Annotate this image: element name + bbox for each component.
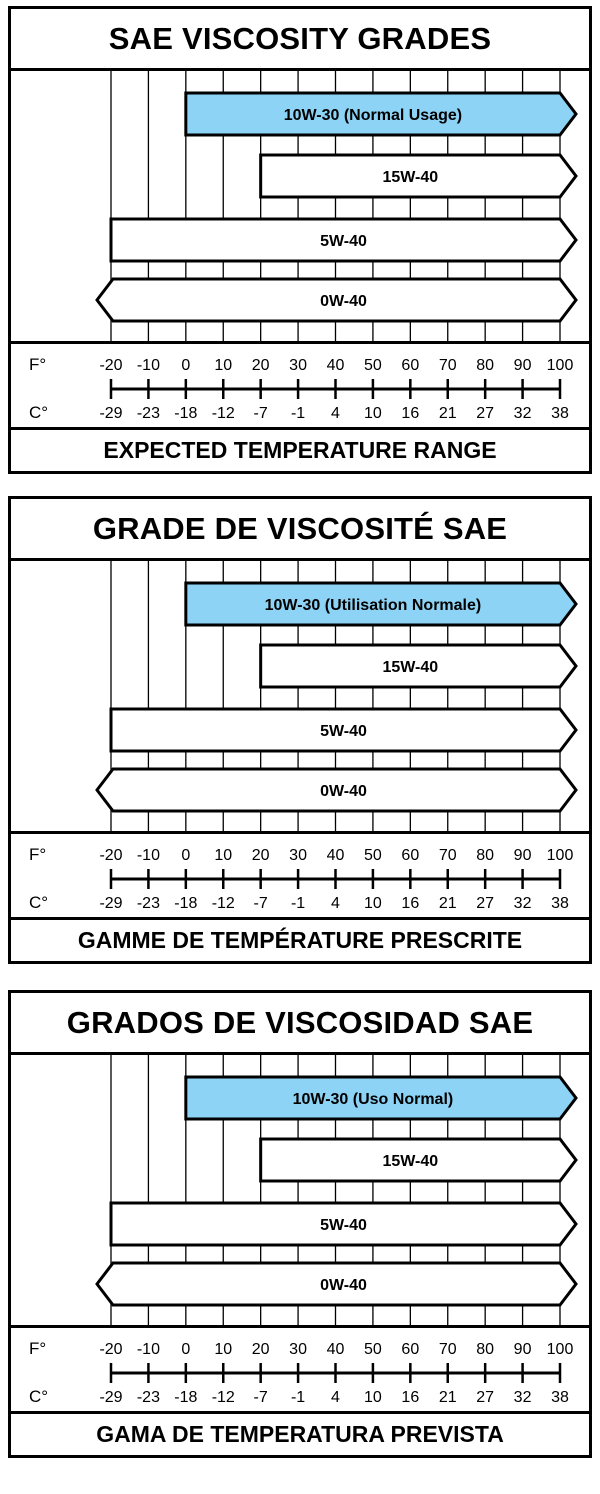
celsius-tick-label: -18: [174, 895, 198, 912]
celsius-tick-label: 16: [401, 895, 420, 912]
fahrenheit-tick-label: 80: [476, 1341, 495, 1358]
fahrenheit-tick-label: 90: [513, 357, 532, 374]
celsius-tick-label: 16: [401, 1389, 420, 1406]
celsius-tick-label: -12: [211, 405, 235, 422]
unit-celsius-label: C°: [29, 1387, 49, 1406]
celsius-tick-label: -7: [253, 405, 268, 422]
bar-label: 5W-40: [320, 1217, 367, 1234]
fahrenheit-tick-label: 70: [438, 1341, 457, 1358]
fahrenheit-tick-label: 30: [289, 357, 307, 374]
celsius-tick-label: -12: [211, 895, 235, 912]
bar-label: 5W-40: [320, 723, 367, 740]
celsius-tick-label: 27: [476, 895, 495, 912]
fahrenheit-tick-label: 70: [438, 847, 457, 864]
bar-label: 0W-40: [320, 783, 367, 800]
celsius-tick-label: 4: [331, 895, 340, 912]
celsius-tick-label: -18: [174, 405, 198, 422]
chart-title: SAE VISCOSITY GRADES: [11, 9, 589, 71]
unit-celsius-label: C°: [29, 893, 49, 912]
celsius-tick-label: 10: [364, 1389, 382, 1406]
celsius-tick-label: 10: [364, 895, 382, 912]
celsius-tick-label: -18: [174, 1389, 198, 1406]
fahrenheit-tick-label: 40: [326, 1341, 345, 1358]
chart-xlabel: EXPECTED TEMPERATURE RANGE: [11, 427, 589, 471]
fahrenheit-tick-label: 0: [181, 357, 191, 374]
fahrenheit-tick-label: 0: [181, 1341, 191, 1358]
bar-label: 0W-40: [320, 1277, 367, 1294]
fahrenheit-tick-label: -10: [136, 357, 160, 374]
celsius-tick-label: -1: [290, 1389, 306, 1406]
celsius-tick-label: -29: [99, 1389, 123, 1406]
fahrenheit-tick-label: 20: [251, 847, 270, 864]
fahrenheit-tick-label: 90: [513, 1341, 532, 1358]
fahrenheit-tick-label: -20: [99, 847, 123, 864]
fahrenheit-tick-label: -20: [99, 1341, 123, 1358]
unit-fahrenheit-label: F°: [29, 845, 47, 864]
fahrenheit-tick-label: -20: [99, 357, 123, 374]
celsius-tick-label: 32: [513, 1389, 532, 1406]
fahrenheit-tick-label: 80: [476, 357, 495, 374]
celsius-tick-label: 4: [331, 1389, 340, 1406]
unit-celsius-label: C°: [29, 403, 49, 422]
chart-title: GRADOS DE VISCOSIDAD SAE: [11, 993, 589, 1055]
fahrenheit-tick-label: 100: [546, 847, 574, 864]
celsius-tick-label: -7: [253, 1389, 268, 1406]
celsius-tick-label: 32: [513, 405, 532, 422]
fahrenheit-tick-label: 40: [326, 357, 345, 374]
bar-label: 15W-40: [382, 1153, 439, 1170]
fahrenheit-tick-label: 100: [546, 1341, 574, 1358]
bar-label: 5W-40: [320, 233, 367, 250]
fahrenheit-tick-label: 10: [214, 847, 233, 864]
fahrenheit-tick-label: 60: [401, 357, 420, 374]
celsius-tick-label: 4: [331, 405, 340, 422]
bar-label: 15W-40: [382, 169, 439, 186]
celsius-tick-label: -23: [136, 405, 160, 422]
fahrenheit-tick-label: 20: [251, 1341, 270, 1358]
celsius-tick-label: 21: [438, 405, 457, 422]
celsius-tick-label: -12: [211, 1389, 235, 1406]
fahrenheit-tick-label: 90: [513, 847, 532, 864]
celsius-tick-label: -7: [253, 895, 268, 912]
fahrenheit-tick-label: 60: [401, 1341, 420, 1358]
bar-label: 10W-30 (Normal Usage): [283, 107, 463, 124]
fahrenheit-tick-label: 30: [289, 1341, 307, 1358]
bar-label: 0W-40: [320, 293, 367, 310]
fahrenheit-tick-label: 60: [401, 847, 420, 864]
fahrenheit-tick-label: 40: [326, 847, 345, 864]
chart-plot: [11, 561, 589, 920]
celsius-tick-label: 16: [401, 405, 420, 422]
fahrenheit-tick-label: 10: [214, 1341, 233, 1358]
celsius-tick-label: 38: [551, 1389, 569, 1406]
fahrenheit-tick-label: 30: [289, 847, 307, 864]
unit-fahrenheit-label: F°: [29, 1339, 47, 1358]
fahrenheit-tick-label: 50: [364, 847, 382, 864]
fahrenheit-tick-label: 50: [364, 357, 382, 374]
chart-plot: [11, 1055, 589, 1414]
fahrenheit-tick-label: 50: [364, 1341, 382, 1358]
unit-fahrenheit-label: F°: [29, 355, 47, 374]
fahrenheit-tick-label: 10: [214, 357, 233, 374]
fahrenheit-tick-label: -10: [136, 847, 160, 864]
celsius-tick-label: 21: [438, 895, 457, 912]
fahrenheit-tick-label: 70: [438, 357, 457, 374]
celsius-tick-label: -23: [136, 895, 160, 912]
celsius-tick-label: -29: [99, 895, 123, 912]
celsius-tick-label: 27: [476, 405, 495, 422]
celsius-tick-label: -23: [136, 1389, 160, 1406]
chart-xlabel: GAMME DE TEMPÉRATURE PRESCRITE: [11, 917, 589, 961]
bar-label: 10W-30 (Uso Normal): [292, 1091, 454, 1108]
bar-label: 10W-30 (Utilisation Normale): [264, 597, 482, 614]
celsius-tick-label: 32: [513, 895, 532, 912]
celsius-tick-label: 38: [551, 895, 569, 912]
celsius-tick-label: -1: [290, 405, 306, 422]
celsius-tick-label: 10: [364, 405, 382, 422]
celsius-tick-label: -29: [99, 405, 123, 422]
viscosity-chart-english: [8, 6, 592, 474]
viscosity-chart-spanish: [8, 990, 592, 1458]
fahrenheit-tick-label: -10: [136, 1341, 160, 1358]
celsius-tick-label: 38: [551, 405, 569, 422]
chart-title: GRADE DE VISCOSITÉ SAE: [11, 499, 589, 561]
fahrenheit-tick-label: 0: [181, 847, 191, 864]
chart-xlabel: GAMA DE TEMPERATURA PREVISTA: [11, 1411, 589, 1455]
celsius-tick-label: -1: [290, 895, 306, 912]
viscosity-chart-french: [8, 496, 592, 964]
fahrenheit-tick-label: 100: [546, 357, 574, 374]
fahrenheit-tick-label: 80: [476, 847, 495, 864]
bar-label: 15W-40: [382, 659, 439, 676]
chart-plot: [11, 71, 589, 430]
celsius-tick-label: 27: [476, 1389, 495, 1406]
fahrenheit-tick-label: 20: [251, 357, 270, 374]
celsius-tick-label: 21: [438, 1389, 457, 1406]
